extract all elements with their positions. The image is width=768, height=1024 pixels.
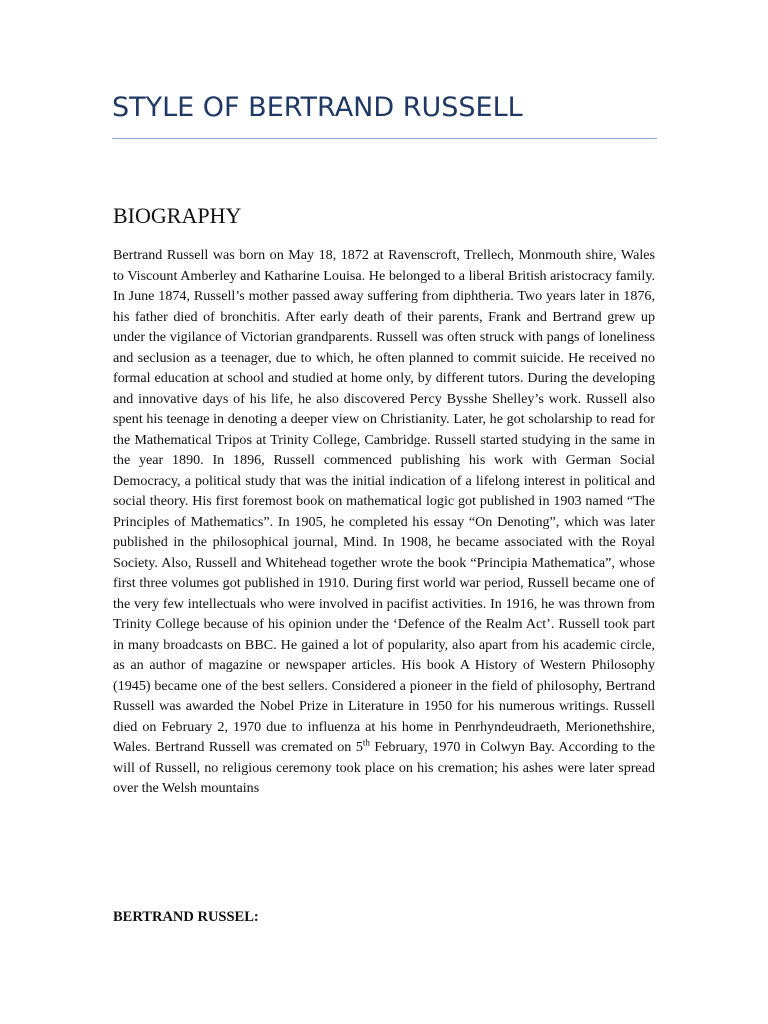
document-title: STYLE OF BERTRAND RUSSELL: [112, 92, 523, 123]
paragraph-date-day: 5: [355, 739, 363, 755]
paragraph-date-ordinal: th: [362, 737, 370, 748]
biography-paragraph: [113, 245, 655, 799]
title-underline: [112, 138, 657, 139]
paragraph-text-part1: Bertrand Russell was born on May 18, 1872 at Ravenscroft, Trellech, Monmouth shire, Wales to Viscount Amberley and Katharine Louisa. He belonged to a liberal British aristocracy family. In June 1874, Russell’s mother passed away suffering from diphtheria. Two years later in 1876, his father died of bronchitis. After early death of their parents, Frank and Bertrand grew up under the vigilance of Victorian grandparents. Russell was often struck with pangs of loneliness and seclusion as a teenager, due to which, he often planned to commit suicide. He received no formal education at school and studied at home only, by different tutors. During the developing and innovative days of his life, he also discovered Percy Bysshe Shelley’s work. Russell also spent his teenage in denoting a deeper view on Christianity. Later, he got scholarship to read for the Mathematical Tripos at Trinity College, Cambridge. Russell started studying in the same in the year 1890. In 1896, Russell commenced publishing his work with German Social Democracy, a political study that was the initial indication of a lifelong interest in political and social theory. His first foremost book on mathematical logic got published in 1903 named “The Principles of Mathematics”. In 1905, he completed his essay “On Denoting”, which was later published in the philosophical journal, Mind. In 1908, he became associated with the Royal Society. Also, Russell and Whitehead together wrote the book “Principia Mathematica”, whose first three volumes got published in 1910. During first world war period, Russell became one of the very few intellectuals who were involved in pacifist activities. In 1916, he was thrown from Trinity College because of his opinion under the ‘Defence of the Realm Act’. Russell took part in many broadcasts on BBC. He gained a lot of popularity, also apart from his academic circle, as an author of magazine or newspaper articles. His book A History of Western Philosophy (1945) became one of the best sellers. Considered a pioneer in the field of philosophy, Bertrand Russell was awarded the Nobel Prize in Literature in 1950 for his numerous writings. Russell died on February 2, 1970 due to influenza at his home in Penrhyndeudraeth, Merionethshire, Wales. Bertrand Russell was cremated on: [113, 247, 655, 755]
paragraph-text-part2: February, 1970 in Colwyn Bay. According to the will of Russell, no religious ceremony took place on his cremation; his ashes were later spread over the Welsh mountains: [113, 739, 655, 796]
subheading-bertrand-russel: BERTRAND RUSSEL:: [113, 909, 259, 925]
section-heading-biography: BIOGRAPHY: [113, 203, 242, 228]
